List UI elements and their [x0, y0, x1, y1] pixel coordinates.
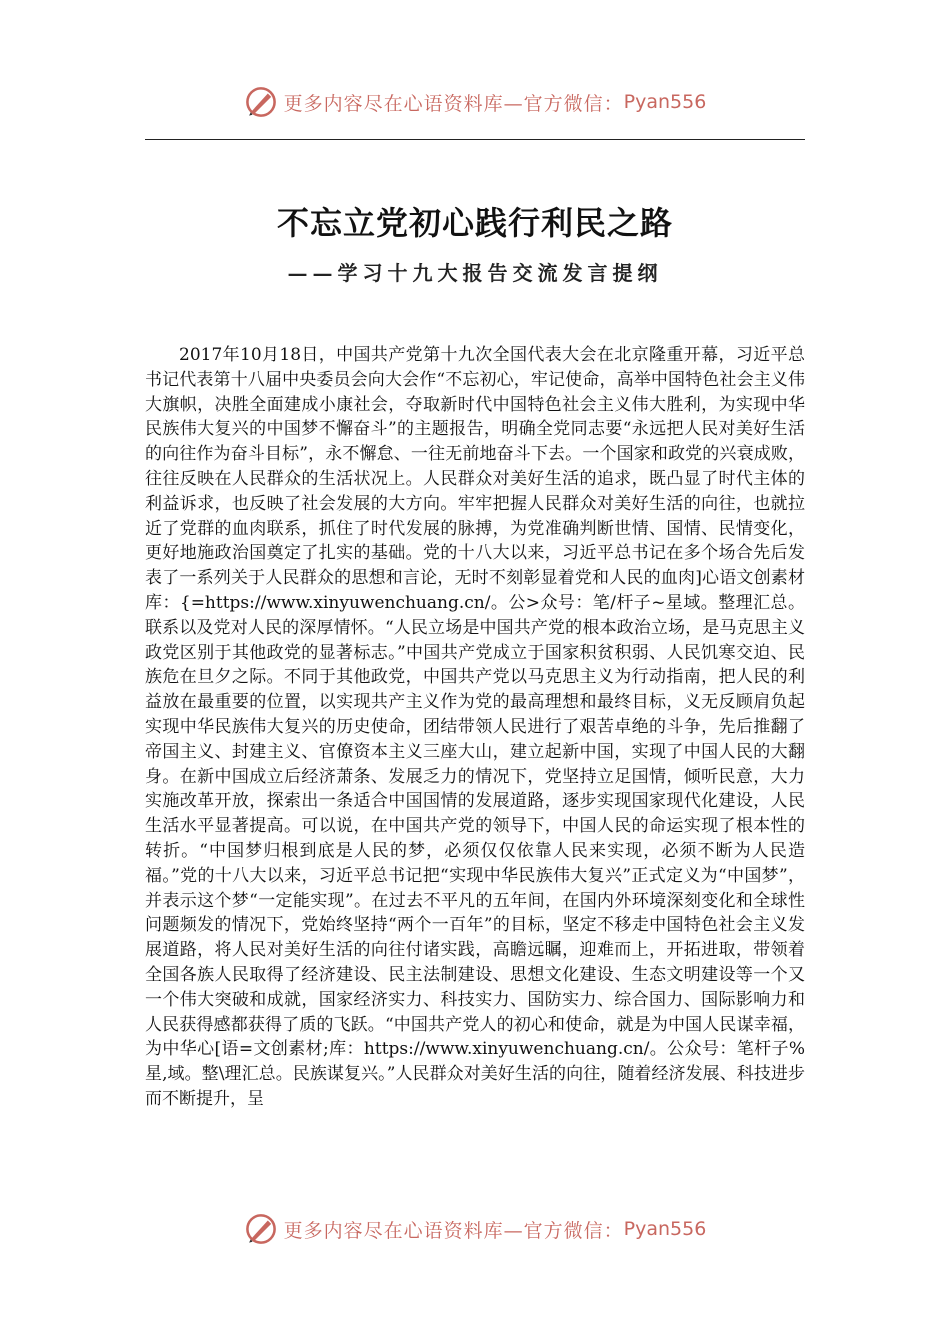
pen-logo-icon [244, 85, 278, 119]
banner-text: 更多内容尽在心语资料库—官方微信： [283, 1219, 624, 1242]
pen-logo-icon [244, 1212, 278, 1246]
document-title: 不忘立党初心践行利民之路 [276, 204, 673, 242]
banner-wechat-id: Pyan556 [623, 91, 707, 113]
body-paragraph: 2017年10月18日，中国共产党第十九次全国代表大会在北京隆重开幕，习近平总书记代表第十八届中央委员会向大会作“不忘初心，牢记使命，高举中国特色社会主义伟大旗帜，决胜全面建成小康社会，夺取新时代中国特色社会主义伟大胜利，为实现中华民族伟大复兴的中国梦不懈奋斗”的主题报告，明确全党同志要“永远把人民对美好生活的向往作为奋斗目标”，永不懈怠、一往无前地奋斗下去。一个国家和政党的兴衰成败，往往反映在人民群众的生活状况上。人民群众对美好生活的追求，既凸显了时代主体的利益诉求，也反映了社会发展的大方向。牢牢把握人民群众对美好生活的向往，也就拉近了党群的血肉联系，抓住了时代发展的脉搏，为党准确判断世情、国情、民情变化，更好地施政治国奠定了扎实的基础。党的十八大以来，习近平总书记在多个场合先后发表了一系列关于人民群众的思想和言论，无时不刻彰显着党和人民的血肉]心语文创素材库：{=https://www.xinyuwenchuang.cn/。公>众号：笔/杆子~星域。整理汇总。联系以及党对人民的深厚情怀。“人民立场是中国共产党的根本政治立场，是马克思主义政党区别于其他政党的显著标志。”中国共产党成立于国家积贫积弱、人民饥寒交迫、民族危在旦夕之际。不同于其他政党，中国共产党以马克思主义为行动指南，把人民的利益放在最重要的位置，以实现共产主义作为党的最高理想和最终目标，义无反顾肩负起实现中华民族伟大复兴的历史使命，团结带领人民进行了艰苦卓绝的斗争，先后推翻了帝国主义、封建主义、官僚资本主义三座大山，建立起新中国，实现了中国人民的大翻身。在新中国成立后经济萧条、发展乏力的情况下，党坚持立足国情，倾听民意，大力实施改革开放，探索出一条适合中国国情的发展道路，逐步实现国家现代化建设，人民生活水平显著提高。可以说，在中国共产党的领导下，中国人民的命运实现了根本性的转折。“中国梦归根到底是人民的梦，必须仅仅依靠人民来实现，必须不断为人民造福。”党的十八大以来，习近平总书记把“实现中华民族伟大复兴”正式定义为“中国梦”，并表示这个梦“一定能实现”。在过去不平凡的五年间，在国内外环境深刻变化和全球性问题频发的情况下，党始终坚持“两个一百年”的目标，坚定不移走中国特色社会主义发展道路，将人民对美好生活的向往付诸实践，高瞻远瞩，迎难而上，开拓进取，带领着全国各族人民取得了经济建设、民主法制建设、思想文化建设、生态文明建设等一个又一个伟大突破和成就，国家经济实力、科技实力、国防实力、综合国力、国际影响力和人民获得感都获得了质的飞跃。“中国共产党人的初心和使命，就是为中国人民谋幸福，为中华心[语=文创素材;库：https://www.xinyuwenchuang.cn/。公众号：笔杆子%星,域。整\理汇总。民族谋复兴。”人民群众对美好生活的向往，随着经济发展、科技进步而不断提升，呈 [145, 345, 805, 1109]
banner-wechat-id: Pyan556 [623, 1218, 707, 1240]
document-subtitle: ——学习十九大报告交流发言提纲 [287, 261, 663, 285]
banner-text: 更多内容尽在心语资料库—官方微信： [283, 92, 624, 115]
header-divider [145, 139, 805, 140]
header-watermark-banner [0, 80, 950, 124]
footer-watermark-banner [0, 1207, 950, 1251]
